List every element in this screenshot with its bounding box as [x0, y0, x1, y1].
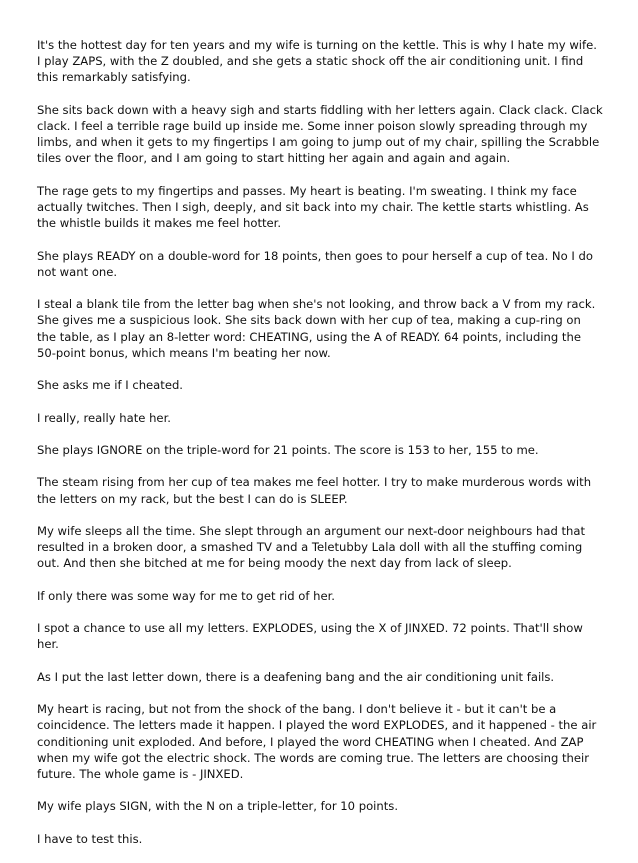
- paragraph-9: The steam rising from her cup of tea makes me feel hotter. I try to make murderous words with the letters on my rack, but the best I can do is SLEEP.: [37, 475, 592, 506]
- document-page: [37, 37, 603, 863]
- paragraph-4: She plays READY on a double-word for 18 points, then goes to pour herself a cup of tea. No I do not want one.: [37, 248, 593, 279]
- paragraph-10: My wife sleeps all the time. She slept through an argument our next-door neighbours had that resulted in a broken door, a smashed TV and a Teletubby Lala doll with all the stuffing coming out. And then she bitched at me for being moody the next day from lack of sleep.: [37, 523, 586, 571]
- paragraph-13: As I put the last letter down, there is a deafening bang and the air conditioning unit fails.: [37, 669, 555, 684]
- paragraph-7: I really, really hate her.: [37, 410, 171, 425]
- paragraph-14: My heart is racing, but not from the shock of the bang. I don't believe it - but it can't be a coincidence. The letters made it happen. I played the word EXPLODES, and it happened - the air conditioning unit exploded. And before, I played the word CHEATING when I cheated. And ZAP when my wife got the electric shock. The words are coming true. The letters are choosing their future. The whole game is - JINXED.: [37, 702, 597, 781]
- paragraph-12: I spot a chance to use all my letters. EXPLODES, using the X of JINXED. 72 points. That'll show her.: [37, 621, 583, 652]
- paragraph-15: My wife plays SIGN, with the N on a triple-letter, for 10 points.: [37, 799, 399, 814]
- paragraph-1: It's the hottest day for ten years and my wife is turning on the kettle. This is why I hate my wife. I play ZAPS, with the Z doubled, and she gets a static shock off the air conditioning unit. I find this remarkably satisfying.: [37, 38, 597, 85]
- paragraph-16: I have to test this.: [37, 831, 143, 846]
- paragraph-6: She asks me if I cheated.: [37, 378, 183, 393]
- paragraph-11: If only there was some way for me to get rid of her.: [37, 588, 335, 603]
- paragraph-5: I steal a blank tile from the letter bag when she's not looking, and throw back a V from my rack. She gives me a suspicious look. She sits back down with her cup of tea, making a cup-ring on the table, as I play an 8-letter word: CHEATING, using the A of READY. 64 points, including the 50-point bonus, which means I'm beating her now.: [37, 297, 596, 360]
- paragraph-2: She sits back down with a heavy sigh and starts fiddling with her letters again. Clack clack. Clack clack. I feel a terrible rage build up inside me. Some inner poison slowly spreading through my limbs, and when it gets to my fingertips I am going to jump out of my chair, spilling the Scrabble tiles over the floor, and I am going to start hitting her again and again and again.: [37, 102, 603, 166]
- paragraph-3: The rage gets to my fingertips and passes. My heart is beating. I'm sweating. I think my face actually twitches. Then I sigh, deeply, and sit back into my chair. The kettle starts whistling. As the whistle builds it makes me feel hotter.: [37, 183, 589, 231]
- paragraph-8: She plays IGNORE on the triple-word for 21 points. The score is 153 to her, 155 to me.: [37, 442, 539, 457]
